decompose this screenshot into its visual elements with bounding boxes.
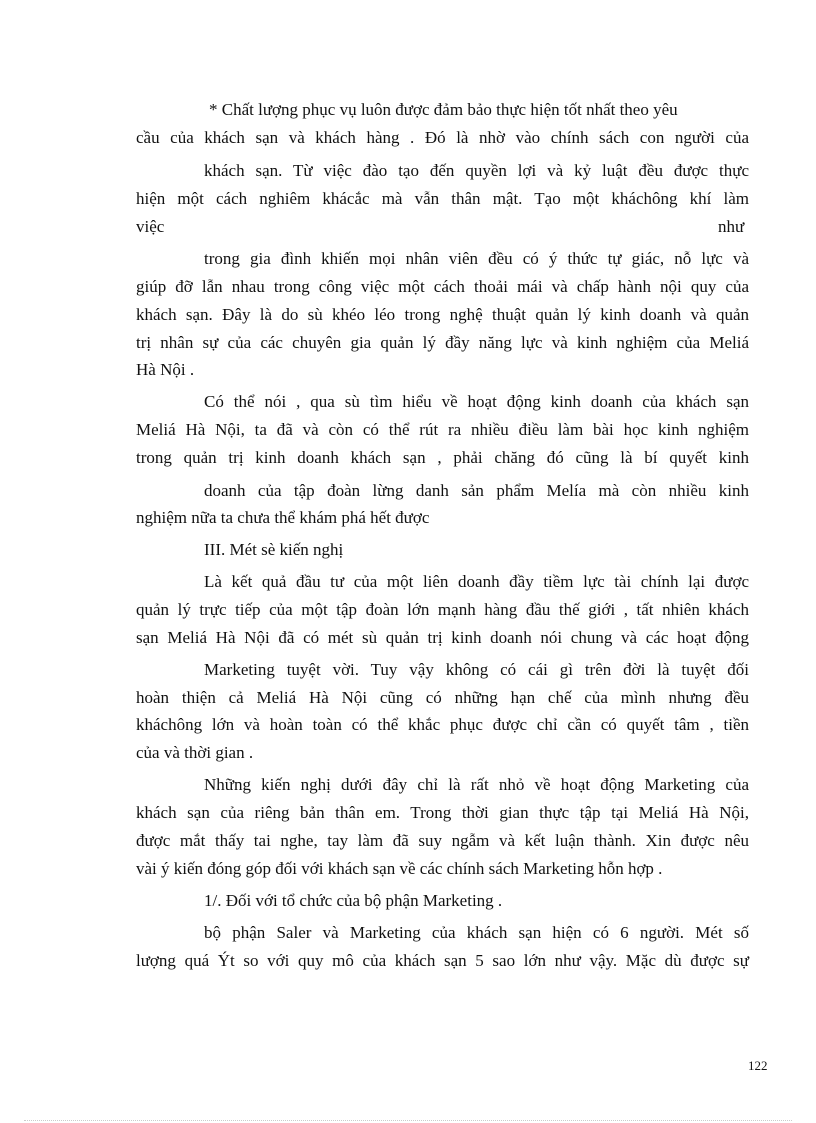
- text-line: trong gia đình khiến mọi nhân viên đều có ý thức tự giác, nỗ lực và: [204, 249, 749, 268]
- text-line: hiện một cách nghiêm khácắc mà vẫn thân mật. Tạo một kháchông khí làm: [136, 189, 749, 208]
- text-line: cầu của khách sạn và khách hàng . Đó là nhờ vào chính sách con người của: [136, 128, 749, 147]
- text-line: doanh của tập đoàn lừng danh sản phẩm Melía mà còn nhiều kinh: [204, 481, 749, 500]
- text-line: lượng quá Ýt so với quy mô của khách sạn 5 sao lớn như vậy. Mặc dù được sự: [136, 951, 749, 970]
- text-line: * Chất lượng phục vụ luôn được đảm bảo thực hiện tốt nhất theo yêu: [209, 100, 678, 119]
- text-line: vài ý kiến đóng góp đối với khách sạn về các chính sách Marketing hỗn hợp .: [136, 859, 663, 878]
- text-line: giúp đỡ lẫn nhau trong công việc một cách thoải mái và chấp hành nội quy của: [136, 277, 749, 296]
- subsection-heading: 1/. Đối với tổ chức của bộ phận Marketing .: [204, 891, 503, 910]
- page-bottom-divider: [24, 1120, 792, 1121]
- text-line: Những kiến nghị dưới đây chỉ là rất nhỏ về hoạt động Marketing của: [204, 775, 749, 794]
- text-line: kháchông lớn và hoàn toàn có thể khắc phục được chỉ cần có quyết tâm , tiền: [136, 715, 749, 734]
- page-number: 122: [748, 1058, 768, 1073]
- text-line: trị nhân sự của các chuyên gia quản lý đầy năng lực và kinh nghiệm của Meliá: [136, 333, 749, 352]
- text-line: hoàn thiện cả Meliá Hà Nội cũng có những hạn chế của mình nhưng đều: [136, 688, 749, 707]
- text-line: quản lý trực tiếp của một tập đoàn lớn mạnh hàng đầu thế giới , tất nhiên khách: [136, 600, 749, 619]
- text-line: như: [718, 217, 745, 236]
- section-heading: III. Mét sè kiến nghị: [204, 540, 344, 559]
- text-line: được mắt thấy tai nghe, tay làm đã suy ngẫm và kết luận thành. Xin được nêu: [136, 831, 749, 850]
- text-line: khách sạn. Đây là do sù khéo léo trong nghệ thuật quản lý kinh doanh và quản: [136, 305, 749, 324]
- text-line: của và thời gian .: [136, 743, 254, 762]
- text-line: Hà Nội .: [136, 360, 195, 379]
- text-line: sạn Meliá Hà Nội đã có mét sù quản trị kinh doanh nói chung và các hoạt động: [136, 628, 749, 647]
- text-line: bộ phận Saler và Marketing của khách sạn hiện có 6 người. Mét số: [204, 923, 749, 942]
- text-line: Meliá Hà Nội, ta đã và còn có thể rút ra nhiều điều làm bài học kinh nghiệm: [136, 420, 749, 439]
- text-line: Marketing tuyệt vời. Tuy vậy không có cái gì trên đời là tuyệt đối: [204, 660, 749, 679]
- text-line: việc: [136, 217, 165, 236]
- text-line: Có thể nói , qua sù tìm hiểu về hoạt động kinh doanh của khách sạn: [204, 392, 749, 411]
- text-line: khách sạn của riêng bản thân em. Trong thời gian thực tập tại Meliá Hà Nội,: [136, 803, 749, 822]
- text-line: khách sạn. Từ việc đào tạo đến quyền lợi và kỷ luật đều được thực: [204, 161, 749, 180]
- text-line: Là kết quả đầu tư của một liên doanh đầy tiềm lực tài chính lại được: [204, 572, 749, 591]
- text-line: trong quản trị kinh doanh khách sạn , phải chăng đó cũng là bí quyết kinh: [136, 448, 749, 467]
- text-line: nghiệm nữa ta chưa thể khám phá hết được: [136, 508, 430, 527]
